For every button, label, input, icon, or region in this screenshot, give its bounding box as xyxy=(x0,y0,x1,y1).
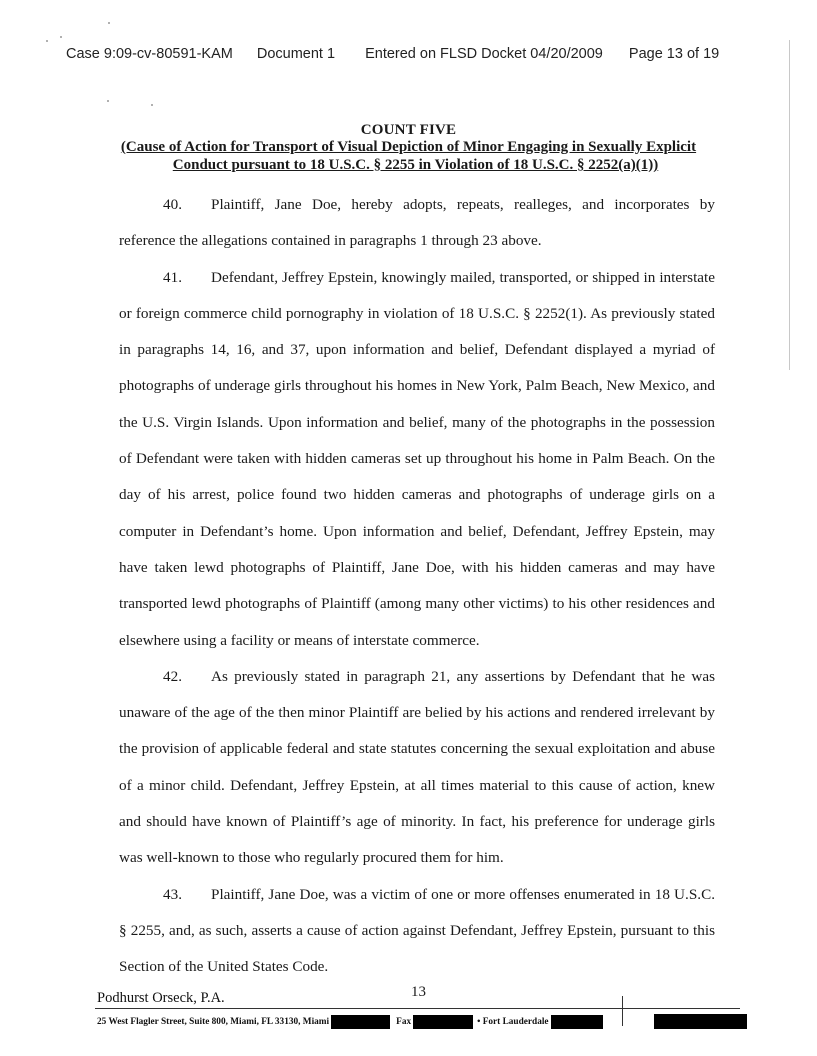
footer-divider-tick xyxy=(622,996,623,1026)
docket-entry: Entered on FLSD Docket 04/20/2009 xyxy=(365,46,603,62)
address-text: 25 West Flagler Street, Suite 800, Miami, FL 33130, Miami xyxy=(97,1017,330,1027)
count-title: COUNT FIVE xyxy=(360,122,457,138)
paragraph xyxy=(119,659,715,877)
paragraph-text: Defendant, Jeffrey Epstein, knowingly mailed, transported, or shipped in interstate or foreign commerce child pornography in violation of 18 U.S.C. § 2252(1). As previously stated in paragraphs 14, 16, and 37, upon information and belief, Defendant displayed a myriad of photographs of underage girls throughout his homes in New York, Palm Beach, New Mexico, and the U.S. Virgin Islands. Upon information and belief, many of the photographs in the possession of Defendant were taken with hidden cameras set up throughout his home in Palm Beach. On the day of his arrest, police found two hidden cameras and photographs of underage girls on a computer in Defendant’s home. Upon information and belief, Defendant, Jeffrey Epstein, may have taken lewd photographs of Plaintiff, Jane Doe, with his hidden cameras and may have transported lewd photographs of Plaintiff (among many other victims) to his other residences and elsewhere using a facility or means of interstate commerce. xyxy=(119,268,715,649)
cause-heading-line-2: Conduct pursuant to 18 U.S.C. § 2255 in Violation of 18 U.S.C. § 2252(a)(1)) xyxy=(172,157,659,173)
case-number: Case 9:09-cv-80591-KAM xyxy=(66,46,233,62)
paragraph-number: 42. xyxy=(163,667,182,685)
paragraph-text: Plaintiff, Jane Doe, hereby adopts, repeats, realleges, and incorporates by reference the allegations contained in paragraphs 1 through 23 above. xyxy=(119,196,715,250)
scan-speck xyxy=(46,40,48,42)
redaction-block xyxy=(331,1015,390,1029)
redaction-block xyxy=(654,1014,747,1029)
paragraph xyxy=(119,260,715,659)
scan-edge-line xyxy=(789,40,790,370)
paragraph-number: 43. xyxy=(163,885,182,903)
redaction-block xyxy=(413,1015,473,1029)
document-body xyxy=(119,187,715,986)
page-count: Page 13 of 19 xyxy=(628,46,720,62)
cause-of-action-heading xyxy=(0,138,817,174)
footer-divider xyxy=(95,1008,740,1009)
paragraph-text: Plaintiff, Jane Doe, was a victim of one or more offenses enumerated in 18 U.S.C. § 2255, and, as such, asserts a cause of action against Defendant, Jeffrey Epstein, pursuant to this Section of the United States Code. xyxy=(119,885,715,976)
paragraph-number: 40. xyxy=(163,196,182,213)
scan-speck xyxy=(151,104,153,106)
fort-lauderdale-label: • Fort Lauderdale xyxy=(477,1017,549,1027)
scan-speck xyxy=(60,36,62,38)
docket-header xyxy=(66,46,719,62)
scan-speck xyxy=(108,22,110,24)
fax-label: Fax xyxy=(396,1017,412,1027)
firm-address xyxy=(97,1015,603,1029)
page-number: 13 xyxy=(411,984,426,1000)
paragraph xyxy=(119,877,715,986)
paragraph-number: 41. xyxy=(163,268,182,286)
paragraph xyxy=(119,187,715,260)
firm-name: Podhurst Orseck, P.A. xyxy=(97,990,225,1006)
document-number: Document 1 xyxy=(256,46,336,62)
redaction-block xyxy=(551,1015,603,1029)
cause-heading-line-1: (Cause of Action for Transport of Visual Depiction of Minor Engaging in Sexually Explicit xyxy=(120,139,697,155)
scan-speck xyxy=(107,100,109,102)
paragraph-text: As previously stated in paragraph 21, any assertions by Defendant that he was unaware of the age of the then minor Plaintiff are belied by his actions and rendered irrelevant by the provision of applicable federal and state statutes concerning the sexual exploitation and abuse of a minor child. Defendant, Jeffrey Epstein, at all times material to this cause of action, knew and should have known of Plaintiff’s age of minority. In fact, his preference for underage girls was well-known to those who regularly procured them for him. xyxy=(119,667,715,867)
